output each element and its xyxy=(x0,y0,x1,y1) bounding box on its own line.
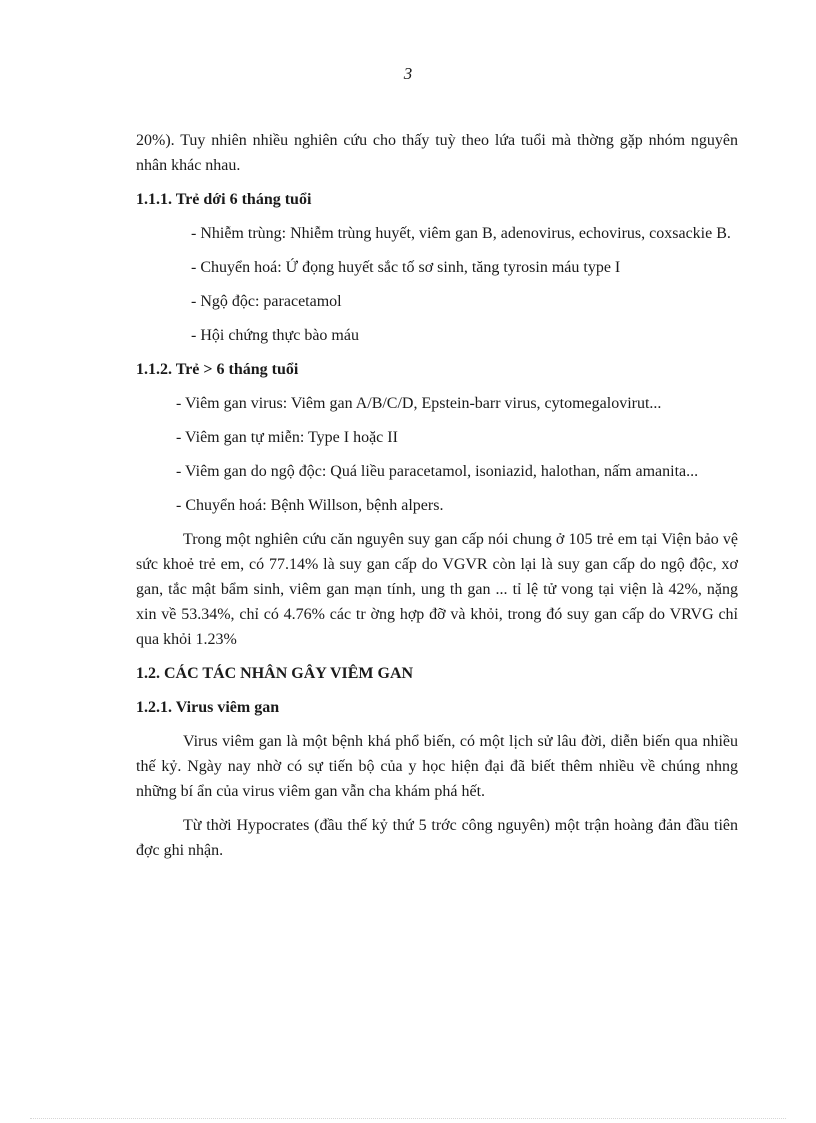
page-body xyxy=(136,128,738,872)
bullet-autoimmune: - Viêm gan tự miễn: Type I hoặc II xyxy=(176,429,398,446)
bullet-metabolism: - Chuyển hoá: Bệnh Willson, bệnh alpers. xyxy=(176,497,444,514)
bullet-viral-hepatitis: - Viêm gan virus: Viêm gan A/B/C/D, Epstein-barr virus, cytomegalovirut... xyxy=(176,395,662,412)
paragraph-intro: 20%). Tuy nhiên nhiều nghiên cứu cho thấy tuỳ theo lứa tuổi mà thờng gặp nhóm nguyên nhân khác nhau. xyxy=(136,132,738,174)
heading-1-1-2: 1.1.2. Trẻ > 6 tháng tuổi xyxy=(136,361,299,378)
bullet-poisoning: - Ngộ độc: paracetamol xyxy=(191,293,342,310)
bullet-infection: - Nhiễm trùng: Nhiễm trùng huyết, viêm gan B, adenovirus, echovirus, coxsackie B. xyxy=(191,225,731,242)
bullet-toxic-hepatitis: - Viêm gan do ngộ độc: Quá liều paracetamol, isoniazid, halothan, nấm amanita... xyxy=(176,463,699,480)
paragraph-study: Trong một nghiên cứu căn nguyên suy gan cấp nói chung ở 105 trẻ em tại Viện bảo vệ sức khoẻ trẻ em, có 77.14% là suy gan cấp do VGVR còn lại là suy gan cấp do ngộ độc, xơ gan, tắc mật bẩm sinh, viêm gan mạn tính, ung th gan ... tỉ lệ tử vong tại viện là 42%, nặng xin về 53.34%, chỉ có 4.76% các tr ờng hợp đỡ và khỏi, trong đó suy gan cấp do VRVG chỉ qua khỏi 1.23% xyxy=(136,531,738,648)
bullet-hemophagocytic: - Hội chứng thực bào máu xyxy=(191,327,359,344)
heading-1-1-1: 1.1.1. Trẻ dới 6 tháng tuổi xyxy=(136,191,312,208)
paragraph-virus: Virus viêm gan là một bệnh khá phổ biến, có một lịch sử lâu đời, diễn biến qua nhiều thế kỷ. Ngày nay nhờ có sự tiến bộ của y học hiện đại đã biết thêm nhiều về chúng nhng những bí ẩn của virus viêm gan vẫn cha khám phá hết. xyxy=(136,733,738,800)
bullet-metabolic: - Chuyển hoá: Ứ đọng huyết sắc tố sơ sinh, tăng tyrosin máu type I xyxy=(191,259,621,276)
heading-1-2: 1.2. CÁC TÁC NHÂN GÂY VIÊM GAN xyxy=(136,665,414,682)
heading-1-2-1: 1.2.1. Virus viêm gan xyxy=(136,699,280,716)
page-number: 3 xyxy=(403,64,413,83)
paragraph-hypocrates: Từ thời Hypocrates (đầu thế kỷ thứ 5 trớc công nguyên) một trận hoàng đản đầu tiên đợc ghi nhận. xyxy=(136,817,738,859)
page-bottom-divider xyxy=(30,1118,786,1119)
